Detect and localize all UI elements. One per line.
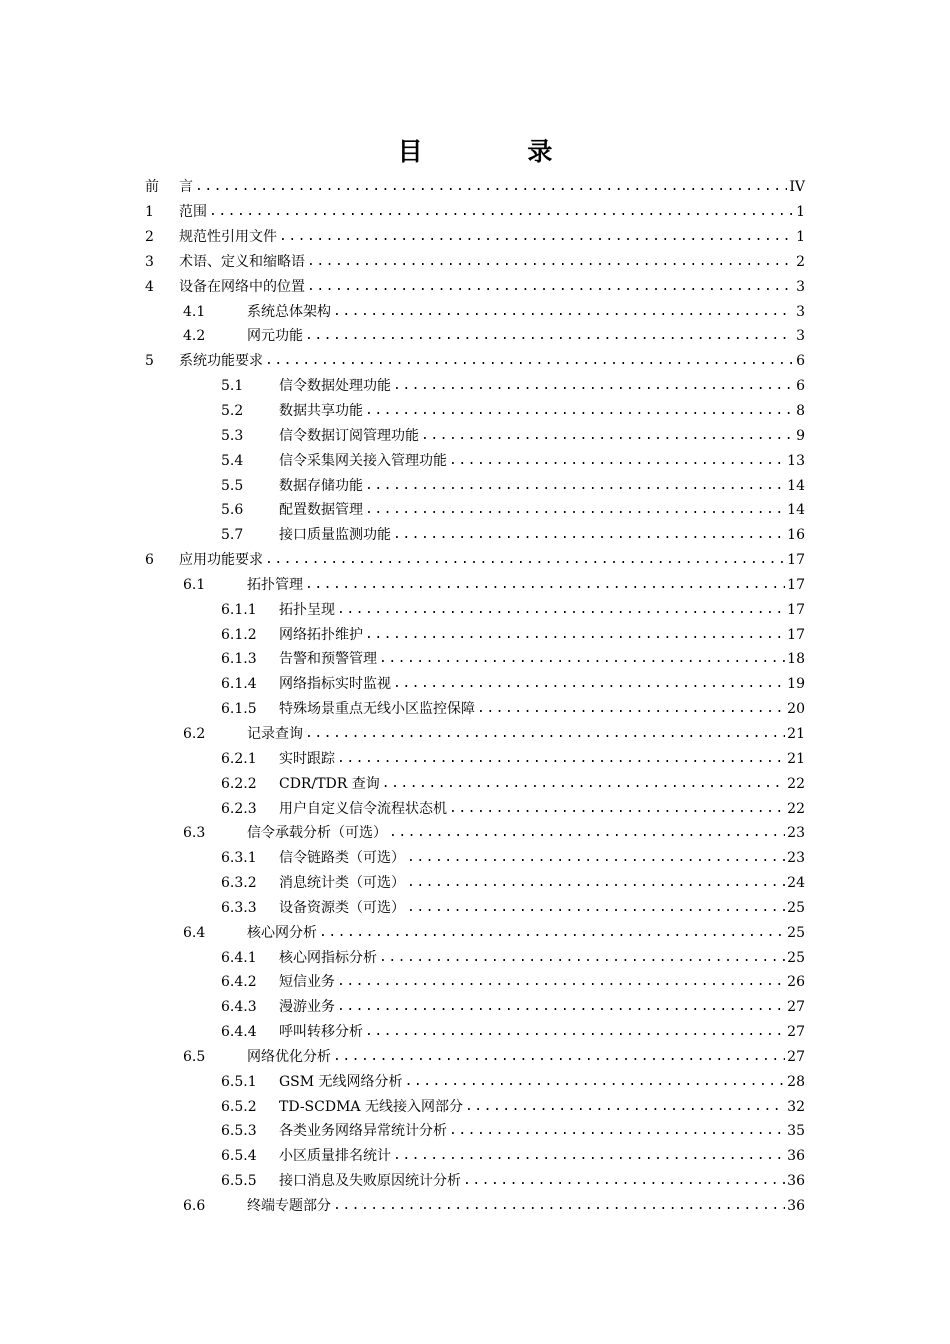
- toc-entry-number: 5.5: [221, 477, 244, 494]
- toc-entry-number: 6.1.5: [221, 701, 257, 718]
- dot-leader: [405, 1073, 786, 1091]
- dot-leader: [307, 253, 793, 271]
- toc-entry-page: 24: [787, 875, 805, 892]
- toc-entry-number: 6.1.2: [221, 626, 257, 643]
- toc-entry-title: 记录查询: [247, 725, 303, 742]
- toc-entry[interactable]: [145, 250, 805, 275]
- toc-entry-title: 短信业务: [279, 974, 335, 991]
- toc-entry-number: 6.2: [183, 725, 206, 742]
- dot-leader: [307, 278, 793, 296]
- toc-entry-title: 小区质量排名统计: [279, 1148, 391, 1165]
- toc-entry-page: IV: [789, 179, 805, 196]
- dot-leader: [421, 427, 793, 445]
- dot-leader: [379, 949, 785, 967]
- toc-entry-title: 接口质量监测功能: [279, 527, 391, 544]
- toc-entry-page: 2: [796, 253, 805, 270]
- toc-entry-page: 14: [787, 477, 805, 494]
- toc-entry[interactable]: [145, 200, 805, 225]
- toc-entry-number: 6.3: [183, 825, 206, 842]
- dot-leader: [337, 973, 785, 991]
- toc-entry-title: 数据共享功能: [279, 403, 363, 420]
- toc-entry-title: 呼叫转移分析: [279, 1024, 363, 1041]
- toc-entry-title: 特殊场景重点无线小区监控保障: [279, 701, 475, 718]
- toc-entry-title: CDR/TDR 查询: [279, 775, 380, 792]
- toc-entry-title: 数据存储功能: [279, 477, 363, 494]
- dot-leader: [407, 899, 785, 917]
- toc-entry-page: 17: [787, 601, 805, 618]
- dot-leader: [365, 402, 793, 420]
- toc-entry-number: 6.5.2: [221, 1098, 257, 1115]
- toc-entry-page: 3: [796, 328, 805, 345]
- toc-entry-page: 35: [787, 1123, 805, 1140]
- toc-entry-number: 前: [145, 179, 159, 196]
- toc-entry-number: 6.4.4: [221, 1024, 257, 1041]
- dot-leader: [465, 1098, 785, 1116]
- toc-entry-number: 6.5.5: [221, 1173, 257, 1190]
- toc-entry-number: 6.2.3: [221, 800, 257, 817]
- toc-entry-page: 1: [796, 229, 805, 246]
- toc-entry-number: 4.2: [183, 328, 206, 345]
- toc-entry-page: 22: [787, 800, 805, 817]
- dot-leader: [393, 377, 793, 395]
- toc-entry[interactable]: [145, 647, 805, 672]
- toc-entry[interactable]: [145, 1069, 805, 1094]
- toc-entry[interactable]: [145, 871, 805, 896]
- toc-entry-number: 6.1.1: [221, 601, 257, 618]
- toc-entry-page: 9: [796, 427, 805, 444]
- toc-entry[interactable]: [145, 374, 805, 399]
- toc-entry[interactable]: [145, 225, 805, 250]
- toc-entry-title: 网络指标实时监视: [279, 676, 391, 693]
- dot-leader: [407, 874, 785, 892]
- toc-entry[interactable]: [145, 324, 805, 349]
- toc-entry-title: 范围: [179, 204, 207, 221]
- dot-leader: [333, 1048, 785, 1066]
- toc-entry-page: 19: [787, 676, 805, 693]
- toc-entry-page: 27: [787, 999, 805, 1016]
- toc-entry-number: 5.4: [221, 452, 244, 469]
- dot-leader: [319, 924, 785, 942]
- dot-leader: [305, 327, 793, 345]
- toc-entry-title: TD-SCDMA 无线接入网部分: [279, 1098, 463, 1115]
- toc-entry-page: 26: [787, 974, 805, 991]
- toc-entry-page: 17: [787, 576, 805, 593]
- dot-leader: [393, 675, 785, 693]
- toc-entry[interactable]: [145, 1020, 805, 1045]
- toc-entry-title: 网络拓扑维护: [279, 626, 363, 643]
- toc-entry-page: 23: [787, 825, 805, 842]
- toc-entry-title: 配置数据管理: [279, 502, 363, 519]
- toc-entry-title: 规范性引用文件: [179, 229, 277, 246]
- toc-entry-number: 6.3.3: [221, 899, 257, 916]
- toc-entry[interactable]: [145, 498, 805, 523]
- toc-entry[interactable]: [145, 722, 805, 747]
- toc-entry[interactable]: [145, 1094, 805, 1119]
- toc-entry-page: 36: [787, 1148, 805, 1165]
- toc-entry-title: 系统总体架构: [247, 303, 331, 320]
- toc-entry[interactable]: [145, 895, 805, 920]
- toc-entry[interactable]: [145, 1119, 805, 1144]
- dot-leader: [365, 477, 785, 495]
- toc-entry-title: 信令链路类（可选）: [279, 850, 405, 867]
- toc-entry-number: 6: [145, 552, 154, 569]
- dot-leader: [265, 551, 785, 569]
- toc-entry-title: 拓扑呈现: [279, 601, 335, 618]
- toc-entry-title: 漫游业务: [279, 999, 335, 1016]
- dot-leader: [379, 650, 785, 668]
- toc-entry-title: 告警和预警管理: [279, 651, 377, 668]
- toc-entry-page: 18: [787, 651, 805, 668]
- dot-leader: [463, 1172, 785, 1190]
- toc-entry-title: 接口消息及失败原因统计分析: [279, 1173, 461, 1190]
- dot-leader: [393, 1147, 785, 1165]
- toc-entry-number: 6.2.2: [221, 775, 257, 792]
- toc-entry-page: 27: [787, 1048, 805, 1065]
- toc-entry-page: 14: [787, 502, 805, 519]
- dot-leader: [279, 228, 793, 246]
- toc-entry-number: 6.6: [183, 1198, 206, 1215]
- toc-entry[interactable]: [145, 175, 805, 200]
- toc-entry-number: 3: [145, 253, 154, 270]
- toc-entry[interactable]: [145, 697, 805, 722]
- toc-entry-number: 6.4: [183, 924, 206, 941]
- toc-entry-title: 各类业务网络异常统计分析: [279, 1123, 447, 1140]
- toc-entry-page: 8: [796, 403, 805, 420]
- toc-entry-title: 核心网分析: [247, 924, 317, 941]
- toc-entry-page: 1: [796, 204, 805, 221]
- table-of-contents: [145, 175, 805, 1218]
- dot-leader: [337, 750, 785, 768]
- toc-entry-title: 网络优化分析: [247, 1048, 331, 1065]
- toc-entry-title: 终端专题部分: [247, 1198, 331, 1215]
- toc-entry[interactable]: [145, 821, 805, 846]
- toc-entry-number: 1: [145, 204, 154, 221]
- toc-entry-number: 6.1.3: [221, 651, 257, 668]
- toc-entry[interactable]: [145, 746, 805, 771]
- dot-leader: [305, 576, 785, 594]
- toc-entry-number: 6.3.1: [221, 850, 257, 867]
- toc-entry[interactable]: [145, 945, 805, 970]
- toc-entry-page: 21: [787, 725, 805, 742]
- toc-entry[interactable]: [145, 1194, 805, 1219]
- toc-entry-number: 6.5: [183, 1048, 206, 1065]
- toc-entry-page: 6: [796, 378, 805, 395]
- toc-entry-number: 6.2.1: [221, 750, 257, 767]
- toc-entry-title: 拓扑管理: [247, 576, 303, 593]
- toc-entry-page: 3: [796, 303, 805, 320]
- toc-entry-title: 核心网指标分析: [279, 949, 377, 966]
- toc-entry-page: 17: [787, 552, 805, 569]
- toc-entry-title: 设备在网络中的位置: [179, 278, 305, 295]
- toc-entry[interactable]: [145, 920, 805, 945]
- toc-entry[interactable]: [145, 995, 805, 1020]
- dot-leader: [209, 203, 793, 221]
- toc-entry-number: 6.5.4: [221, 1148, 257, 1165]
- toc-entry[interactable]: [145, 399, 805, 424]
- toc-entry-page: 20: [787, 701, 805, 718]
- dot-leader: [365, 1023, 785, 1041]
- toc-entry-page: 36: [787, 1198, 805, 1215]
- dot-leader: [449, 452, 785, 470]
- toc-entry-title: 信令承载分析（可选）: [247, 825, 387, 842]
- toc-entry-number: 2: [145, 229, 154, 246]
- toc-entry-number: 6.5.3: [221, 1123, 257, 1140]
- toc-entry-title: GSM 无线网络分析: [279, 1073, 403, 1090]
- toc-entry-number: 6.1: [183, 576, 206, 593]
- toc-entry-number: 5.3: [221, 427, 244, 444]
- toc-entry[interactable]: [145, 573, 805, 598]
- toc-entry-title: 信令采集网关接入管理功能: [279, 452, 447, 469]
- toc-entry-number: 6.3.2: [221, 875, 257, 892]
- toc-entry[interactable]: [145, 349, 805, 374]
- toc-entry[interactable]: [145, 473, 805, 498]
- toc-entry-number: 6.4.1: [221, 949, 257, 966]
- toc-entry-page: 13: [787, 452, 805, 469]
- toc-entry[interactable]: [145, 448, 805, 473]
- dot-leader: [195, 178, 787, 196]
- dot-leader: [365, 501, 785, 519]
- toc-entry-number: 5.1: [221, 378, 244, 395]
- toc-entry-page: 6: [796, 353, 805, 370]
- toc-entry-page: 22: [787, 775, 805, 792]
- toc-entry[interactable]: [145, 846, 805, 871]
- toc-entry-number: 4: [145, 278, 154, 295]
- dot-leader: [333, 1197, 785, 1215]
- dot-leader: [265, 352, 793, 370]
- toc-entry-page: 25: [787, 949, 805, 966]
- toc-entry[interactable]: [145, 597, 805, 622]
- toc-entry-title: 设备资源类（可选）: [279, 899, 405, 916]
- toc-entry-page: 16: [787, 527, 805, 544]
- toc-entry[interactable]: [145, 771, 805, 796]
- toc-entry-page: 3: [796, 278, 805, 295]
- toc-entry-number: 5: [145, 353, 154, 370]
- toc-entry-number: 4.1: [183, 303, 206, 320]
- toc-entry[interactable]: [145, 1144, 805, 1169]
- toc-entry-title: 言: [179, 179, 193, 196]
- toc-entry-title: 系统功能要求: [179, 353, 263, 370]
- toc-entry-number: 6.5.1: [221, 1073, 257, 1090]
- dot-leader: [449, 1122, 785, 1140]
- toc-entry-page: 21: [787, 750, 805, 767]
- toc-entry[interactable]: [145, 1045, 805, 1070]
- dot-leader: [389, 824, 785, 842]
- page-title: 目 录: [397, 137, 601, 166]
- dot-leader: [382, 775, 785, 793]
- dot-leader: [407, 849, 785, 867]
- dot-leader: [337, 998, 785, 1016]
- toc-entry-number: 5.7: [221, 527, 244, 544]
- dot-leader: [337, 601, 785, 619]
- toc-entry-title: 实时跟踪: [279, 750, 335, 767]
- toc-entry[interactable]: [145, 423, 805, 448]
- toc-entry-page: 23: [787, 850, 805, 867]
- toc-entry-title: 术语、定义和缩略语: [179, 253, 305, 270]
- dot-leader: [393, 526, 785, 544]
- toc-entry-number: 5.6: [221, 502, 244, 519]
- toc-entry-page: 32: [787, 1098, 805, 1115]
- dot-leader: [333, 303, 793, 321]
- toc-entry-title: 信令数据处理功能: [279, 378, 391, 395]
- dot-leader: [449, 800, 785, 818]
- toc-entry-title: 应用功能要求: [179, 552, 263, 569]
- toc-entry[interactable]: [145, 1169, 805, 1194]
- toc-entry-number: 5.2: [221, 403, 244, 420]
- toc-entry[interactable]: [145, 523, 805, 548]
- dot-leader: [477, 700, 785, 718]
- toc-entry-number: 6.4.3: [221, 999, 257, 1016]
- toc-entry-title: 用户自定义信令流程状态机: [279, 800, 447, 817]
- toc-entry-page: 17: [787, 626, 805, 643]
- toc-entry-page: 27: [787, 1024, 805, 1041]
- toc-entry-title: 网元功能: [247, 328, 303, 345]
- toc-entry[interactable]: [145, 796, 805, 821]
- toc-entry[interactable]: [145, 672, 805, 697]
- toc-entry-title: 消息统计类（可选）: [279, 875, 405, 892]
- toc-entry-page: 25: [787, 899, 805, 916]
- toc-entry-title: 信令数据订阅管理功能: [279, 427, 419, 444]
- dot-leader: [365, 626, 785, 644]
- toc-entry[interactable]: [145, 970, 805, 995]
- toc-entry[interactable]: [145, 274, 805, 299]
- toc-entry-page: 25: [787, 924, 805, 941]
- toc-entry-page: 28: [787, 1073, 805, 1090]
- toc-entry-page: 36: [787, 1173, 805, 1190]
- dot-leader: [305, 725, 785, 743]
- toc-entry[interactable]: [145, 548, 805, 573]
- toc-entry[interactable]: [145, 299, 805, 324]
- toc-entry[interactable]: [145, 622, 805, 647]
- toc-entry-number: 6.4.2: [221, 974, 257, 991]
- toc-entry-number: 6.1.4: [221, 676, 257, 693]
